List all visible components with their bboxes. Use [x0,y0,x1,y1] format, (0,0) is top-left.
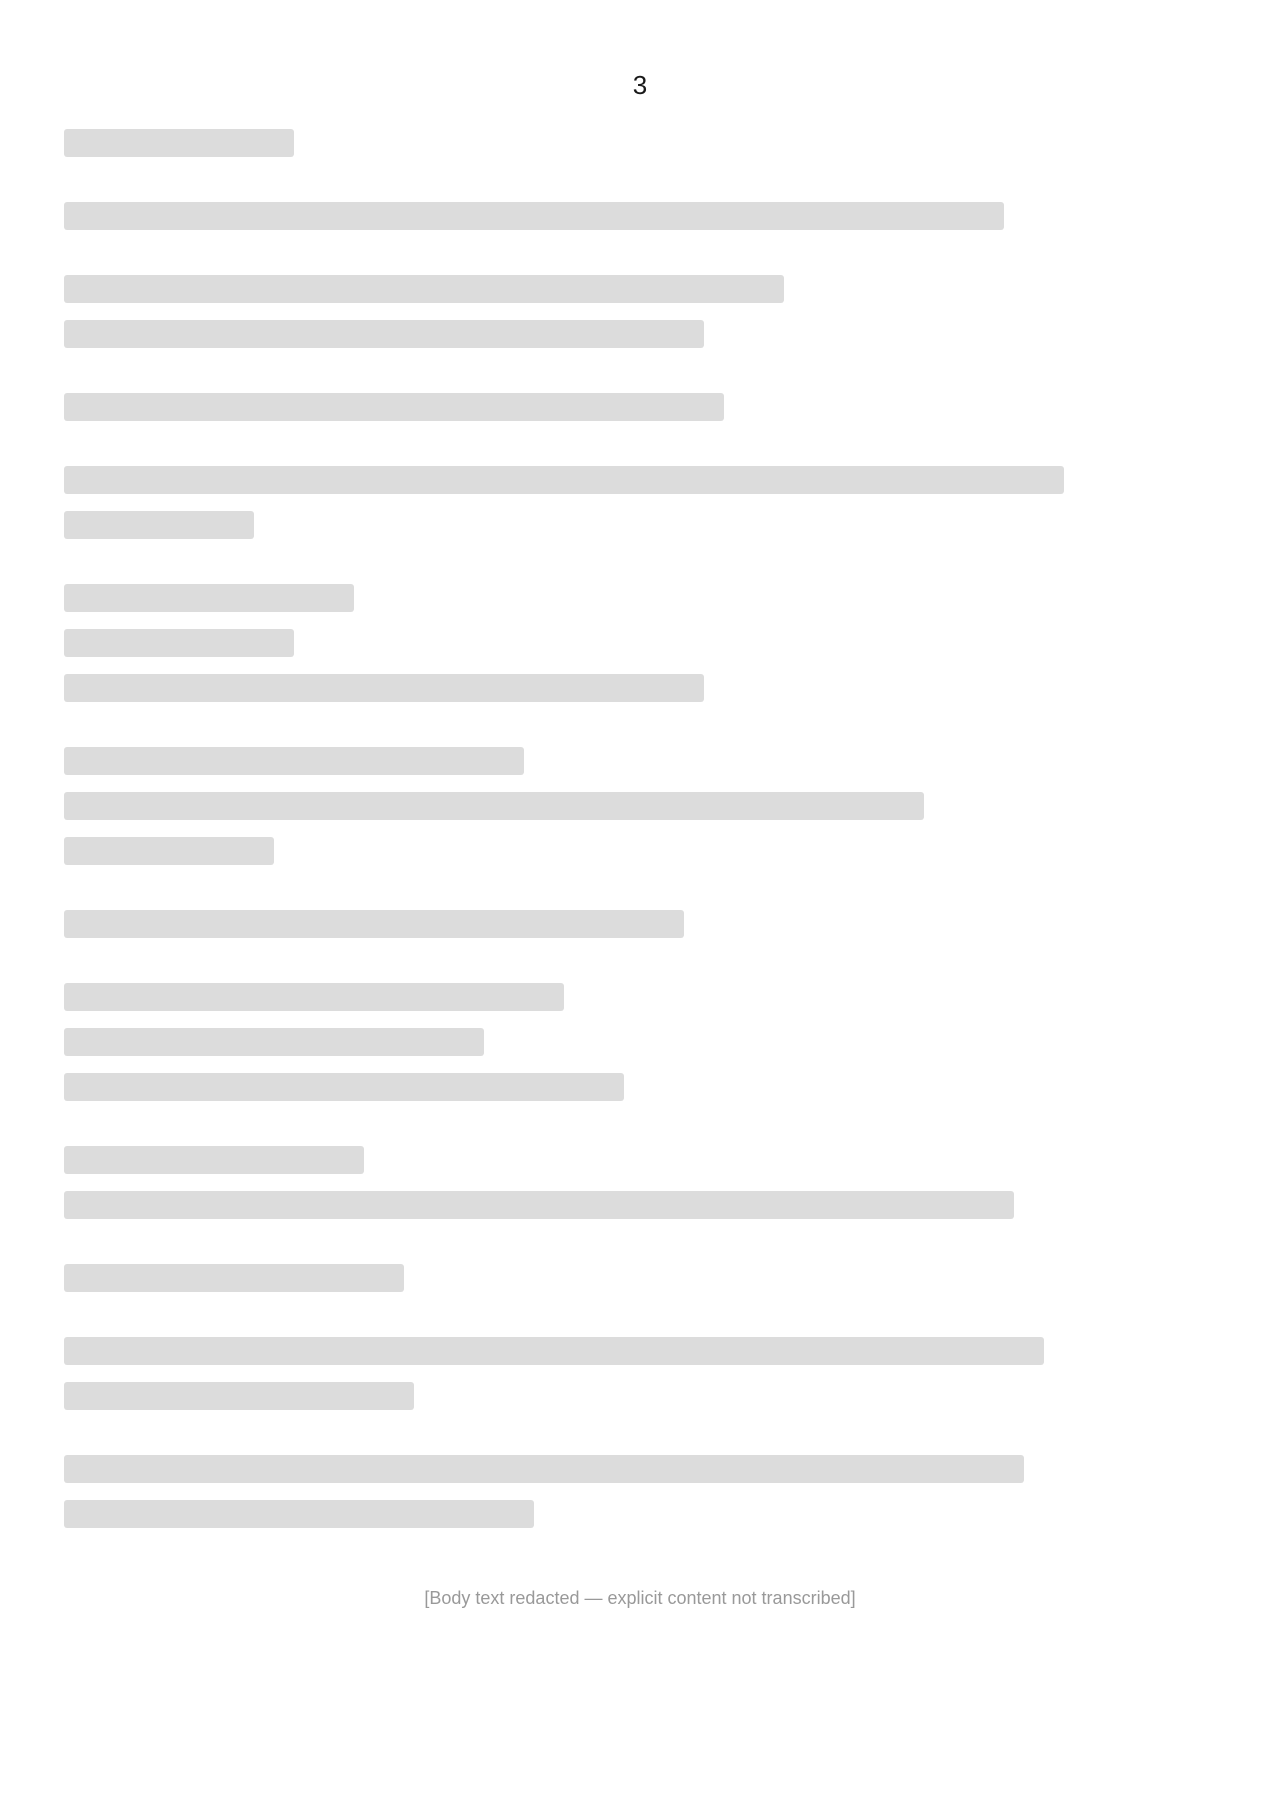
redacted-text-line [64,393,724,421]
paragraph-redacted [64,747,1216,865]
redacted-text-line [64,584,354,612]
redacted-text-line [64,320,704,348]
paragraph-redacted [64,1146,1216,1219]
redacted-text-line [64,910,684,938]
redacted-text-line [64,747,524,775]
redacted-text-line [64,1337,1044,1365]
paragraph-redacted [64,983,1216,1101]
paragraph-redacted [64,466,1216,539]
page-number: 3 [632,70,648,100]
redacted-text-line [64,202,1004,230]
redacted-text-line [64,1191,1014,1219]
redacted-text-line [64,1146,364,1174]
redacted-text-line [64,983,564,1011]
paragraph-redacted [64,202,1216,230]
redacted-text-line [64,1028,484,1056]
paragraph-redacted [64,129,1216,157]
redacted-text-line [64,674,704,702]
redacted-text-line [64,275,784,303]
redaction-notice: [Body text redacted — explicit content not transcribed] [424,1588,856,1608]
paragraph-redacted [64,275,1216,348]
redacted-text-line [64,792,924,820]
redacted-text-line [64,511,254,539]
paragraph-redacted [64,1455,1216,1528]
paragraph-redacted [64,910,1216,938]
redacted-text-line [64,629,294,657]
redacted-text-line [64,1073,624,1101]
redacted-text-line [64,1264,404,1292]
redacted-text-line [64,129,294,157]
paragraph-redacted [64,393,1216,421]
redacted-text-line [64,1382,414,1410]
redacted-text-line [64,1455,1024,1483]
paragraph-redacted [64,584,1216,702]
paragraph-redacted [64,1264,1216,1292]
redacted-text-line [64,466,1064,494]
redacted-text-line [64,837,274,865]
redacted-text-line [64,1500,534,1528]
page-body [64,129,1216,1528]
paragraph-redacted [64,1337,1216,1410]
